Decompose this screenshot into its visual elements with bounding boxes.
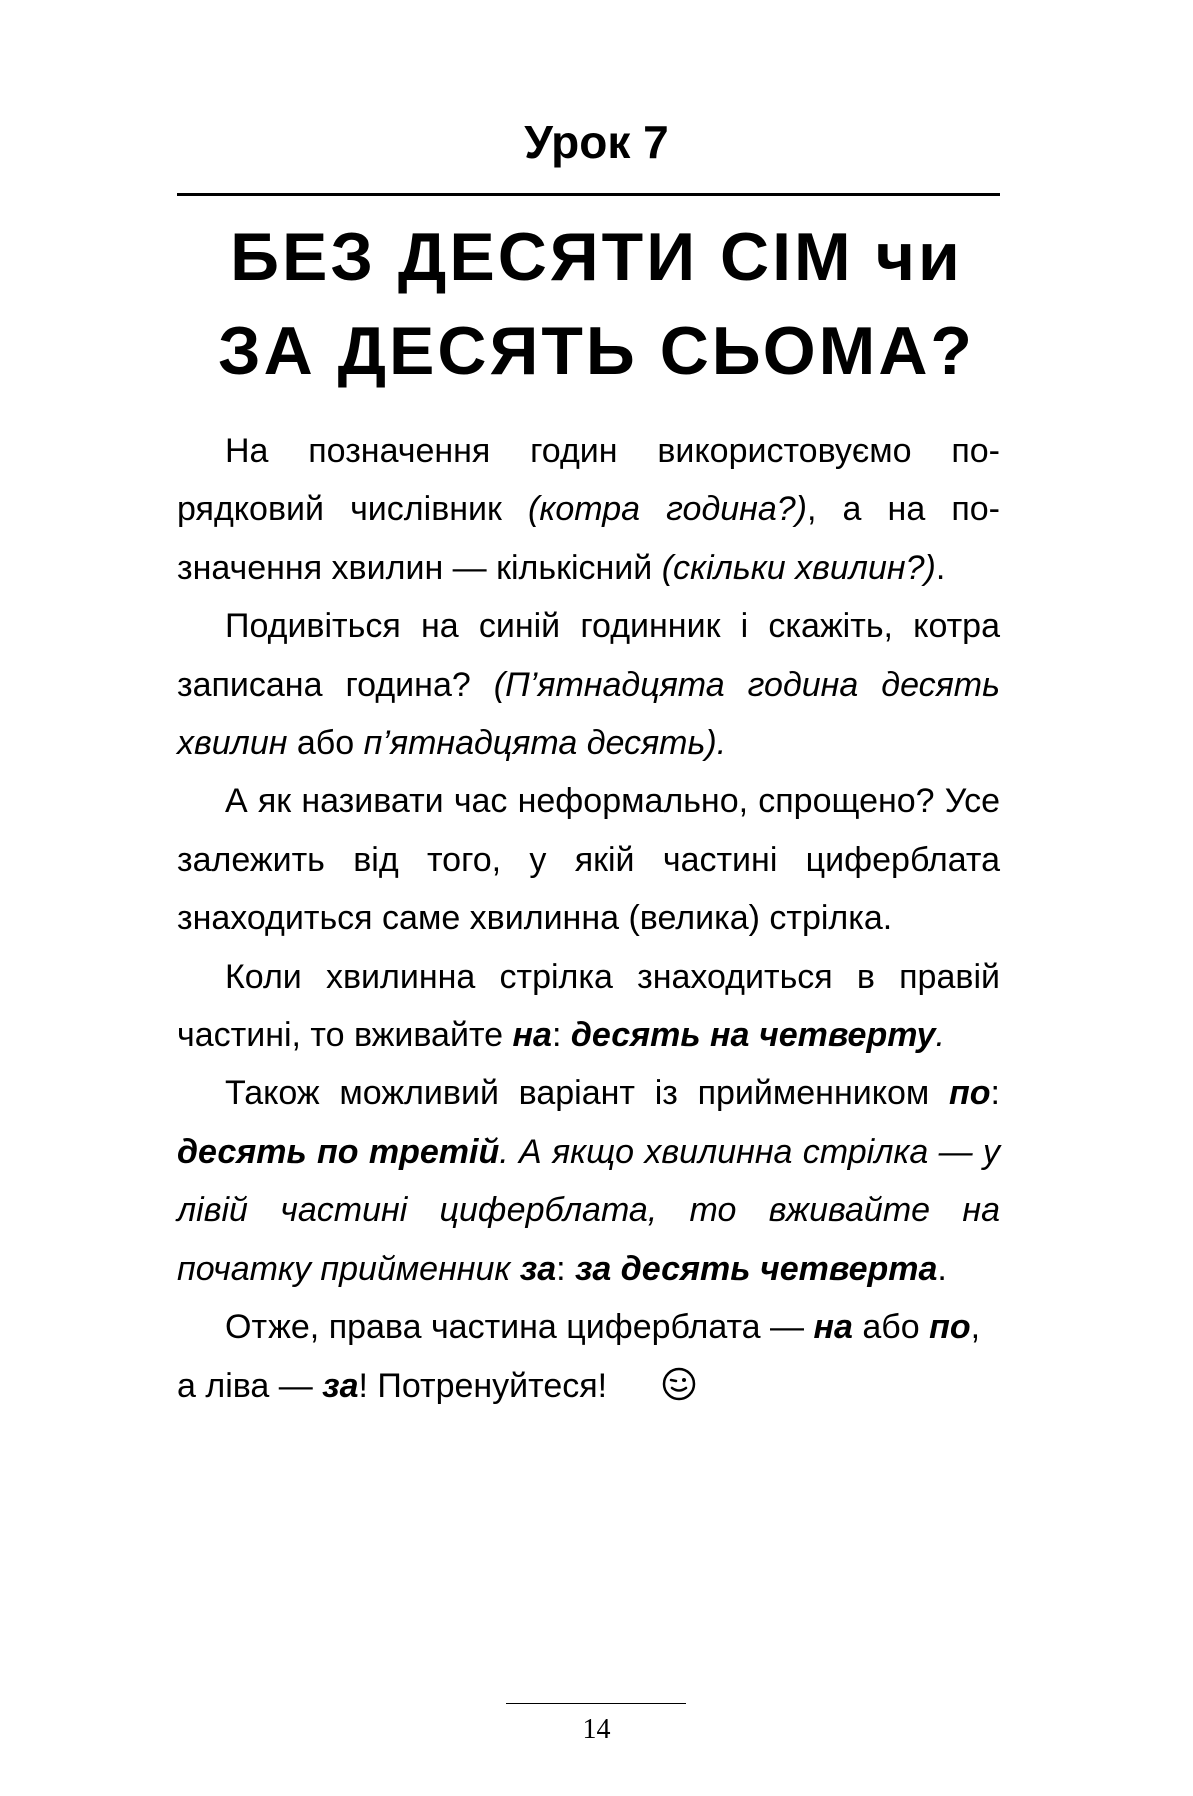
bold-italic-run: за десять четверта [575, 1249, 938, 1288]
bold-italic-run: на [512, 1016, 552, 1055]
bold-italic-run: по [929, 1308, 971, 1347]
bold-italic-run: за [519, 1249, 557, 1288]
page-title [0, 210, 1193, 398]
text-run: . [935, 548, 946, 587]
text-run: або [287, 724, 364, 763]
bold-italic-run: десять по третій [177, 1132, 500, 1171]
text-run: . [937, 1249, 947, 1288]
text-run: або [852, 1308, 930, 1347]
title-line-2: ЗА ДЕСЯТЬ СЬОМА? [218, 313, 975, 389]
italic-run: (П’ятнадцята година десять хвилин [177, 665, 1000, 763]
lesson-label: Урок 7 [524, 116, 669, 168]
page-number: 14 [582, 1714, 611, 1745]
footer-divider [506, 1703, 686, 1704]
paragraph-1 [177, 422, 1000, 597]
bold-italic-run: за [322, 1366, 359, 1405]
paragraph-5 [177, 1064, 1000, 1298]
bold-italic-run: на [813, 1308, 853, 1347]
paragraph-6 [177, 1298, 1000, 1415]
text-run: Коли хвилинна стрілка знаходиться в правій частині, то вживайте [177, 957, 1000, 1055]
text-run: А як називати час неформально, спрощено? Усе залежить від того, у якій частині циферблата знаходиться саме хвилинна (велика) стрілка. [177, 782, 1000, 938]
text-run: . [935, 1016, 945, 1055]
italic-run: (скільки хвилин?) [661, 548, 936, 587]
text-run: Отже, права частина циферблата — [225, 1308, 814, 1347]
text-run: , а ліва — [177, 1308, 981, 1405]
paragraph-4 [177, 948, 1000, 1065]
text-run: : [551, 1016, 571, 1055]
text-run: Подивіться на синій годинник і скажіть, котра записана година? [177, 607, 1000, 704]
text-run: : [990, 1074, 1000, 1113]
bold-italic-run: десять на четверту [570, 1016, 936, 1055]
text-run: , а на позначення хвилин — кількісний [177, 490, 1000, 587]
text-run: На позначення годин використовуємо порядковий числівник [177, 432, 1000, 529]
italic-run: п’ятнадцята десять). [363, 724, 727, 763]
text-run: . А якщо хвилинна стрілка — у лівій частині циферблата, то вживайте на початку прийменник [177, 1132, 1000, 1288]
paragraph-2 [177, 597, 1000, 772]
title-divider [177, 193, 1000, 196]
title-line-1: БЕЗ ДЕСЯТИ СІМ чи [230, 219, 963, 295]
paragraph-3 [177, 772, 1000, 947]
bold-italic-run: по [949, 1074, 991, 1113]
italic-run: (котра година?) [528, 490, 807, 529]
wink-smiley-icon [613, 1362, 649, 1398]
text-run: ! Потренуйтеся! [358, 1366, 608, 1405]
text-run: Також можливий варіант із прийменником [225, 1074, 949, 1113]
body-text [177, 422, 1000, 1415]
text-run: : [556, 1249, 576, 1288]
